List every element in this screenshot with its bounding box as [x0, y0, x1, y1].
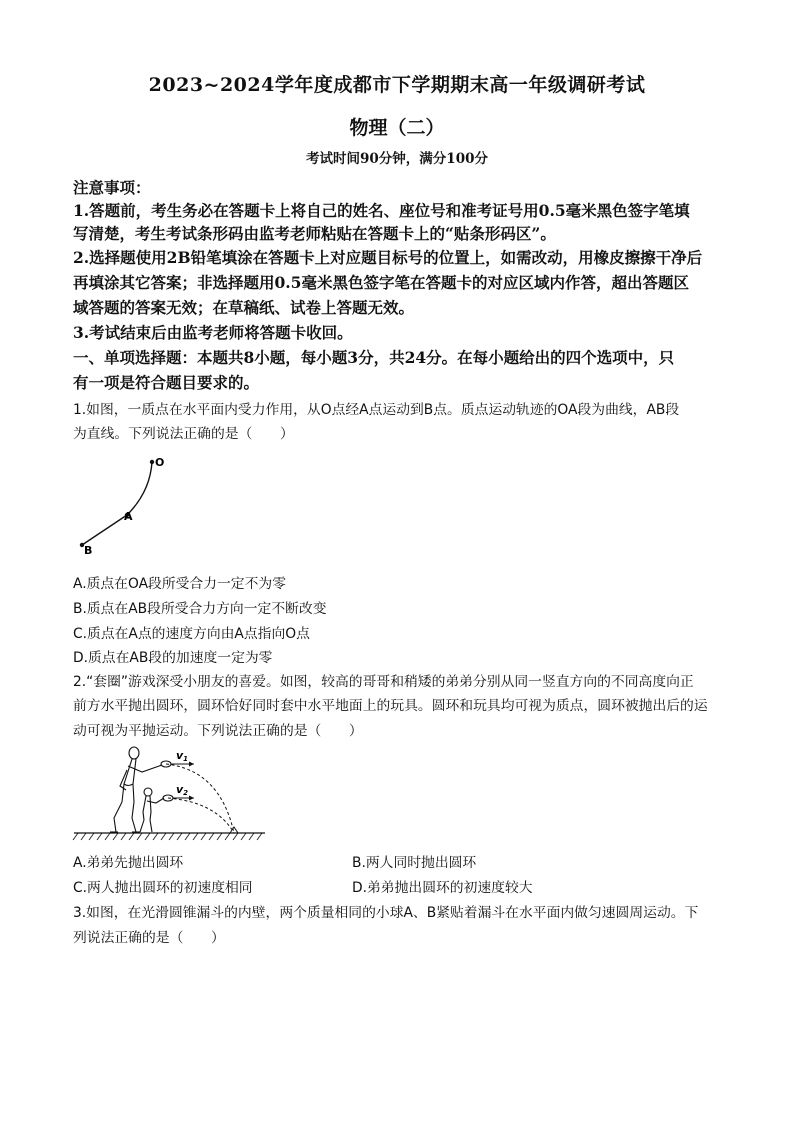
question-2-text: 2.“套圈”游戏深受小朋友的喜爱。如图，较高的哥哥和稍矮的弟弟分别从同一竖直方向的不同高度向正 [73, 674, 694, 690]
notice-line: 2.选择题使用2B铅笔填涂在答题卡上对应题目标号的位置上，如需改动，用橡皮擦擦干净后 [73, 248, 703, 267]
velocity-arrowhead-v2 [189, 796, 194, 801]
question-3-text: 3.如图，在光滑圆锥漏斗的内壁，两个质量相同的小球A、B紧贴着漏斗在水平面内做匀速圆周运动。下 [73, 905, 699, 921]
notice-line: 域答题的答案无效；在草稿纸、试卷上答题无效。 [73, 298, 415, 317]
question-2-option-b: B.两人同时抛出圆环 [352, 855, 477, 871]
label-v1: v1 [176, 749, 189, 763]
question-1-text: 1.如图，一质点在水平面内受力作用，从O点经A点运动到B点。质点运动轨迹的OA段为曲线，AB段 [73, 402, 680, 418]
label-b: B [84, 544, 93, 557]
older-brother-figure [110, 747, 162, 832]
label-o: O [155, 456, 165, 469]
trajectory-curve-oa [127, 462, 152, 515]
question-2-option-d: D.弟弟抛出圆环的初速度较大 [352, 880, 533, 896]
question-2-option-a: A.弟弟先抛出圆环 [73, 855, 184, 871]
question-1-figure [70, 450, 180, 560]
question-1-option-d: D.质点在AB段的加速度一定为零 [73, 650, 273, 666]
question-2-text: 前方水平抛出圆环，圆环恰好同时套中水平地面上的玩具。圆环和玩具均可视为质点，圆环被抛出后的运 [73, 698, 708, 714]
label-a: A [124, 510, 133, 523]
label-v2: v2 [176, 783, 189, 797]
question-3-text: 列说法正确的是（ ） [73, 930, 225, 946]
notice-heading: 注意事项： [73, 178, 151, 197]
question-1-option-a: A.质点在OA段所受合力一定不为零 [73, 576, 286, 592]
point-o [150, 460, 154, 464]
exam-title: 2023~2024学年度成都市下学期期末高一年级调研考试 [148, 74, 646, 96]
section-heading: 一、单项选择题：本题共8小题，每小题3分，共24分。在每小题给出的四个选项中，只 [73, 348, 675, 367]
question-1-option-c: C.质点在A点的速度方向由A点指向O点 [73, 626, 310, 642]
trajectory-line-ab [82, 515, 127, 545]
exam-time-info: 考试时间90分钟，满分100分 [306, 151, 488, 167]
younger-brother-figure [140, 788, 164, 832]
question-2-text: 动可视为平抛运动。下列说法正确的是（ ） [73, 723, 363, 739]
notice-line: 写清楚，考生考试条形码由监考老师粘贴在答题卡上的“贴条形码区”。 [73, 224, 556, 243]
question-2-figure [70, 740, 270, 845]
question-1-option-b: B.质点在AB段所受合力方向一定不断改变 [73, 601, 327, 617]
question-2-option-c: C.两人抛出圆环的初速度相同 [73, 880, 253, 896]
velocity-arrowhead-v1 [189, 762, 194, 767]
notice-line: 再填涂其它答案；非选择题用0.5毫米黑色签字笔在答题卡的对应区域内作答，超出答题区 [73, 273, 689, 292]
notice-line: 3.考试结束后由监考老师将答题卡收回。 [73, 323, 353, 342]
ground-hatch [73, 833, 262, 840]
question-1-text: 为直线。下列说法正确的是（ ） [73, 426, 294, 442]
exam-subject: 物理（二） [349, 117, 445, 139]
notice-line: 1.答题前，考生务必在答题卡上将自己的姓名、座位号和准考证号用0.5毫米黑色签字笔填 [73, 201, 690, 220]
section-heading: 有一项是符合题目要求的。 [73, 373, 260, 392]
